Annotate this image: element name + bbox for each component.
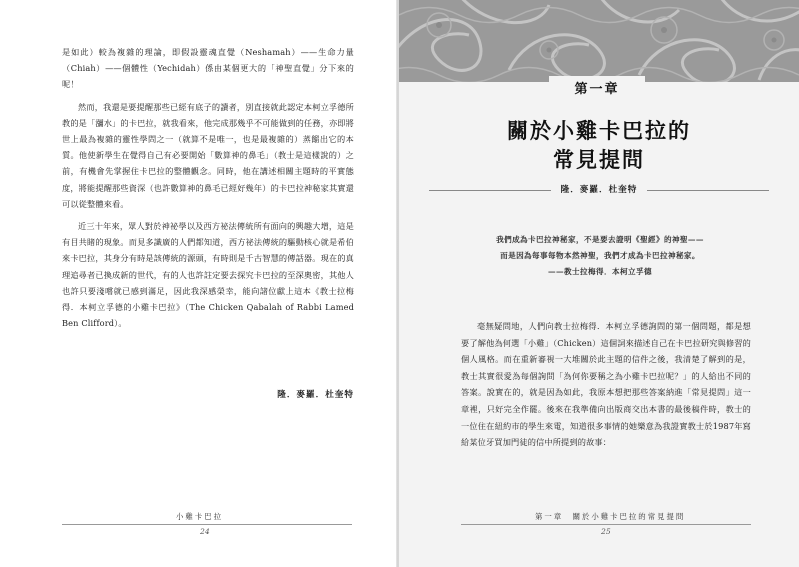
epigraph-attribution: ——教士拉梅得．本柯立孚德	[548, 267, 652, 276]
chapter-title	[439, 116, 759, 174]
author-line	[429, 183, 769, 197]
right-page	[399, 0, 799, 567]
right-footer-rule	[461, 524, 751, 525]
left-page-body	[62, 44, 354, 331]
epigraph	[439, 232, 761, 280]
chapter-banner	[399, 0, 799, 82]
chapter-title-line-1: 關於小雞卡巴拉的	[507, 118, 691, 143]
left-paragraph-2: 然而，我還是要提醒那些已經有底子的讀者，別直接就此認定本柯立孚德所教的是「瀰水」的卡巴拉，就我看來，他完成那幾乎不可能做到的任務，亦即將世上最為複雜的靈性學問之一（就算不是唯一，也是最複雜的）蒸餾出它的本質。他使新學生在覺得自己有必要開始「數算神的鼻毛」（教士是這樣說的）之前，有機會先掌握住卡巴拉的整體觀念。同時，他在講述相關主題時的平實態度，將能提醒那些資深（也許數算神的鼻毛已經好幾年）的卡巴拉神秘家其實還可以從整體來看。	[62, 101, 354, 209]
left-footer-rule	[62, 524, 352, 525]
left-running-footer: 小雞卡巴拉	[176, 512, 223, 521]
left-paragraph-3: 近三十年來，眾人對於神祕學以及西方祕法傳統所有面向的興趣大增，這是有目共睹的現象。而見多識廣的人們都知道，西方祕法傳統的驅動核心就是希伯來卡巴拉，其身分有時是該傳統的源頭，有時則是千古智慧的傳話器。現在的真理追尋者已換成新的世代，有的人也許註定要去探究卡巴拉的至深奧密，其他人也許只要淺嚐就已感到滿足，因此我深感榮幸，能向諸位獻上這本《教士拉梅得．本柯立孚德的小雞卡巴拉》（The Chicken Qabalah of Rabbi Lamed Ben Clifford）。	[62, 221, 354, 329]
right-page-number: 25	[601, 527, 611, 536]
right-paragraph-1: 毫無疑問地，人們向教士拉梅得．本柯立孚德詢問的第一個問題，都是想要了解他為何選「小雞」（Chicken）這個詞來描述自己在卡巴拉研究與修習的個人風格。而在重新審視一大堆關於此主題的信件之後，我清楚了解到的是，教士其實很愛為每個詢問「為何你要稱之為小雞卡巴拉呢？」的人給出不同的答案。說實在的，就是因為如此，我原本想把那些答案納進「常見提問」這一章裡，只好完全作罷。後來在我準備向出版商交出本書的最後稿件時，教士的一位住在紐約市的學生來電，知道很多事情的她樂意為我證實教士於1987年寫給某位牙買加門徒的信中所提到的故事：	[461, 321, 751, 448]
paisley-ornament-pattern	[399, 0, 799, 82]
author-rule-right	[647, 190, 769, 191]
right-running-footer: 第一章 關於小雞卡巴拉的常見提問	[535, 512, 686, 521]
left-signature: 隆．麥羅．杜奎特	[277, 390, 354, 400]
left-paragraph-1: 是如此）較為複雜的理論，即假設靈魂直覺（Neshamah）——生命力量（Chiah）——個體性（Yechidah）係由某個更大的「神聖直覺」分下來的呢！	[62, 47, 354, 90]
right-page-body	[461, 318, 751, 451]
left-page	[0, 0, 398, 567]
chapter-label: 第一章	[549, 76, 645, 104]
chapter-title-line-2: 常見提問	[553, 147, 645, 172]
chapter-author: 隆．麥羅．杜奎特	[560, 185, 638, 195]
epigraph-line-2: 而是因為每事每物本然神聖，我們才成為卡巴拉神秘家。	[500, 251, 700, 260]
epigraph-line-1: 我們成為卡巴拉神秘家，不是要去證明《聖經》的神聖——	[496, 235, 704, 244]
left-page-number: 24	[200, 527, 210, 536]
